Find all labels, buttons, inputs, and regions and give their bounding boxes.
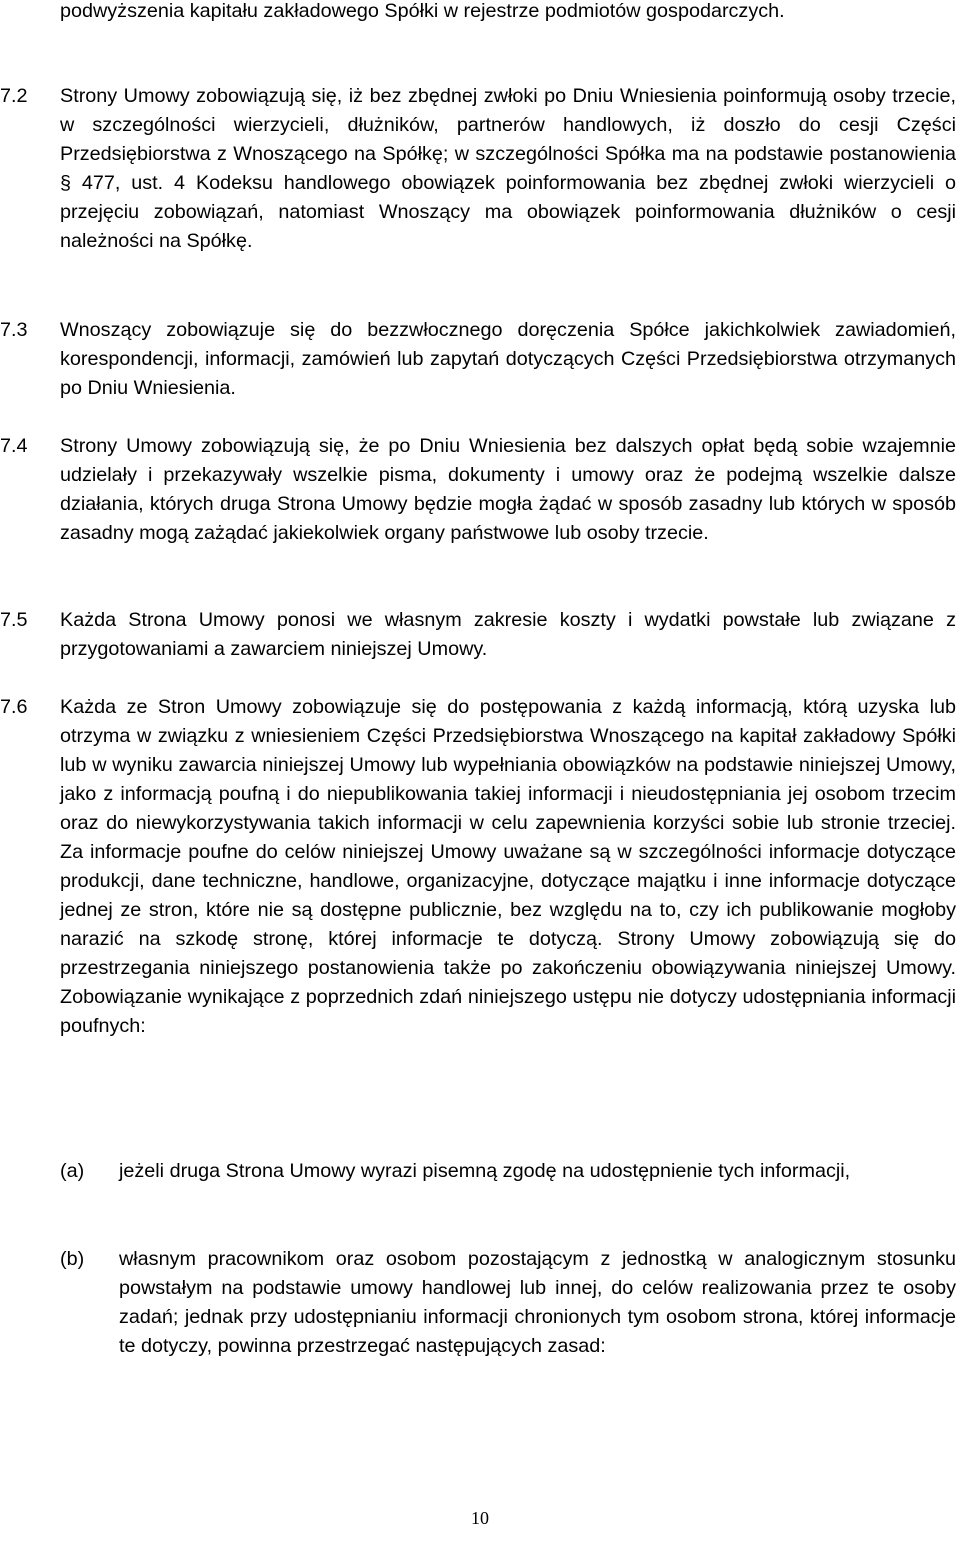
clause-number: 7.6	[0, 696, 28, 718]
clause-text: Każda Strona Umowy ponosi we własnym zakresie koszty i wydatki powstałe lub związane z przygotowaniami a zawarciem niniejszej Umowy.	[60, 609, 956, 660]
clause-text: Wnoszący zobowiązuje się do bezzwłocznego doręczenia Spółce jakichkolwiek zawiadomień, korespondencji, informacji, zamówień lub zapytań dotyczących Części Przedsiębiorstwa otrzymanych po Dniu Wniesienia.	[60, 319, 956, 399]
clause-number: 7.2	[0, 85, 28, 107]
clause-number: 7.5	[0, 609, 28, 631]
clause-text: Każda ze Stron Umowy zobowiązuje się do postępowania z każdą informacją, którą uzyska lub otrzyma w związku z wniesieniem Części Przedsiębiorstwa Wnoszącego na kapitał zakładowy Spółki lub w wyniku zawarcia niniejszej Umowy lub wypełniania obowiązków na podstawie niniejszej Umowy, jako z informacją poufną i do niepublikowania takiej informacji i nieudostępniania jej osobom trzecim oraz do niewykorzystywania takich informacji w celu zapewnienia korzyści sobie lub stronie trzeciej. Za informacje poufne do celów niniejszej Umowy uważane są w szczególności informacje dotyczące produkcji, dane techniczne, handlowe, organizacyjne, dotyczące majątku i inne informacje dotyczące jednej ze stron, które nie są dostępne publicznie, bez względu na to, czy ich publikowanie mogłoby narazić na szkodę stronę, której informacje te dotyczą. Strony Umowy zobowiązują się do przestrzegania niniejszego postanowienia także po zakończeniu obowiązywania niniejszej Umowy. Zobowiązanie wynikające z poprzednich zdań niniejszego ustępu nie dotyczy udostępniania informacji poufnych:	[60, 696, 956, 1037]
subitem-label: (b)	[60, 1248, 85, 1270]
page-number: 10	[471, 1508, 489, 1528]
clause-number: 7.3	[0, 319, 28, 341]
subitem-label: (a)	[60, 1160, 85, 1182]
clause-number: 7.4	[0, 435, 28, 457]
subitem-text: jeżeli druga Strona Umowy wyrazi pisemną zgodę na udostępnienie tych informacji,	[119, 1160, 851, 1182]
continuation-paragraph: podwyższenia kapitału zakładowego Spółki w rejestrze podmiotów gospodarczych.	[60, 0, 785, 22]
clause-text: Strony Umowy zobowiązują się, że po Dniu Wniesienia bez dalszych opłat będą sobie wzajemnie udzielały i przekazywały wszelkie pisma, dokumenty i umowy oraz że podejmą wszelkie dalsze działania, których druga Strona Umowy będzie mogła żądać w sposób zasadny lub których w sposób zasadny mogą zażądać jakiekolwiek organy państwowe lub osoby trzecie.	[60, 435, 956, 544]
subitem-text: własnym pracownikom oraz osobom pozostającym z jednostką w analogicznym stosunku powstałym na podstawie umowy handlowej lub innej, do celów realizowania przez te osoby zadań; jednak przy udostępnianiu informacji chronionych tym osobom strona, której informacje te dotyczy, powinna przestrzegać następujących zasad:	[119, 1248, 956, 1357]
clause-text: Strony Umowy zobowiązują się, iż bez zbędnej zwłoki po Dniu Wniesienia poinformują osoby trzecie, w szczególności wierzycieli, dłużników, partnerów handlowych, iż doszło do cesji Części Przedsiębiorstwa z Wnoszącego na Spółkę; w szczególności Spółka ma na podstawie postanowienia § 477, ust. 4 Kodeksu handlowego obowiązek poinformowania bez zbędnej zwłoki wierzycieli o przejęciu zobowiązań, natomiast Wnoszący ma obowiązek poinformowania dłużników o cesji należności na Spółkę.	[60, 85, 956, 252]
